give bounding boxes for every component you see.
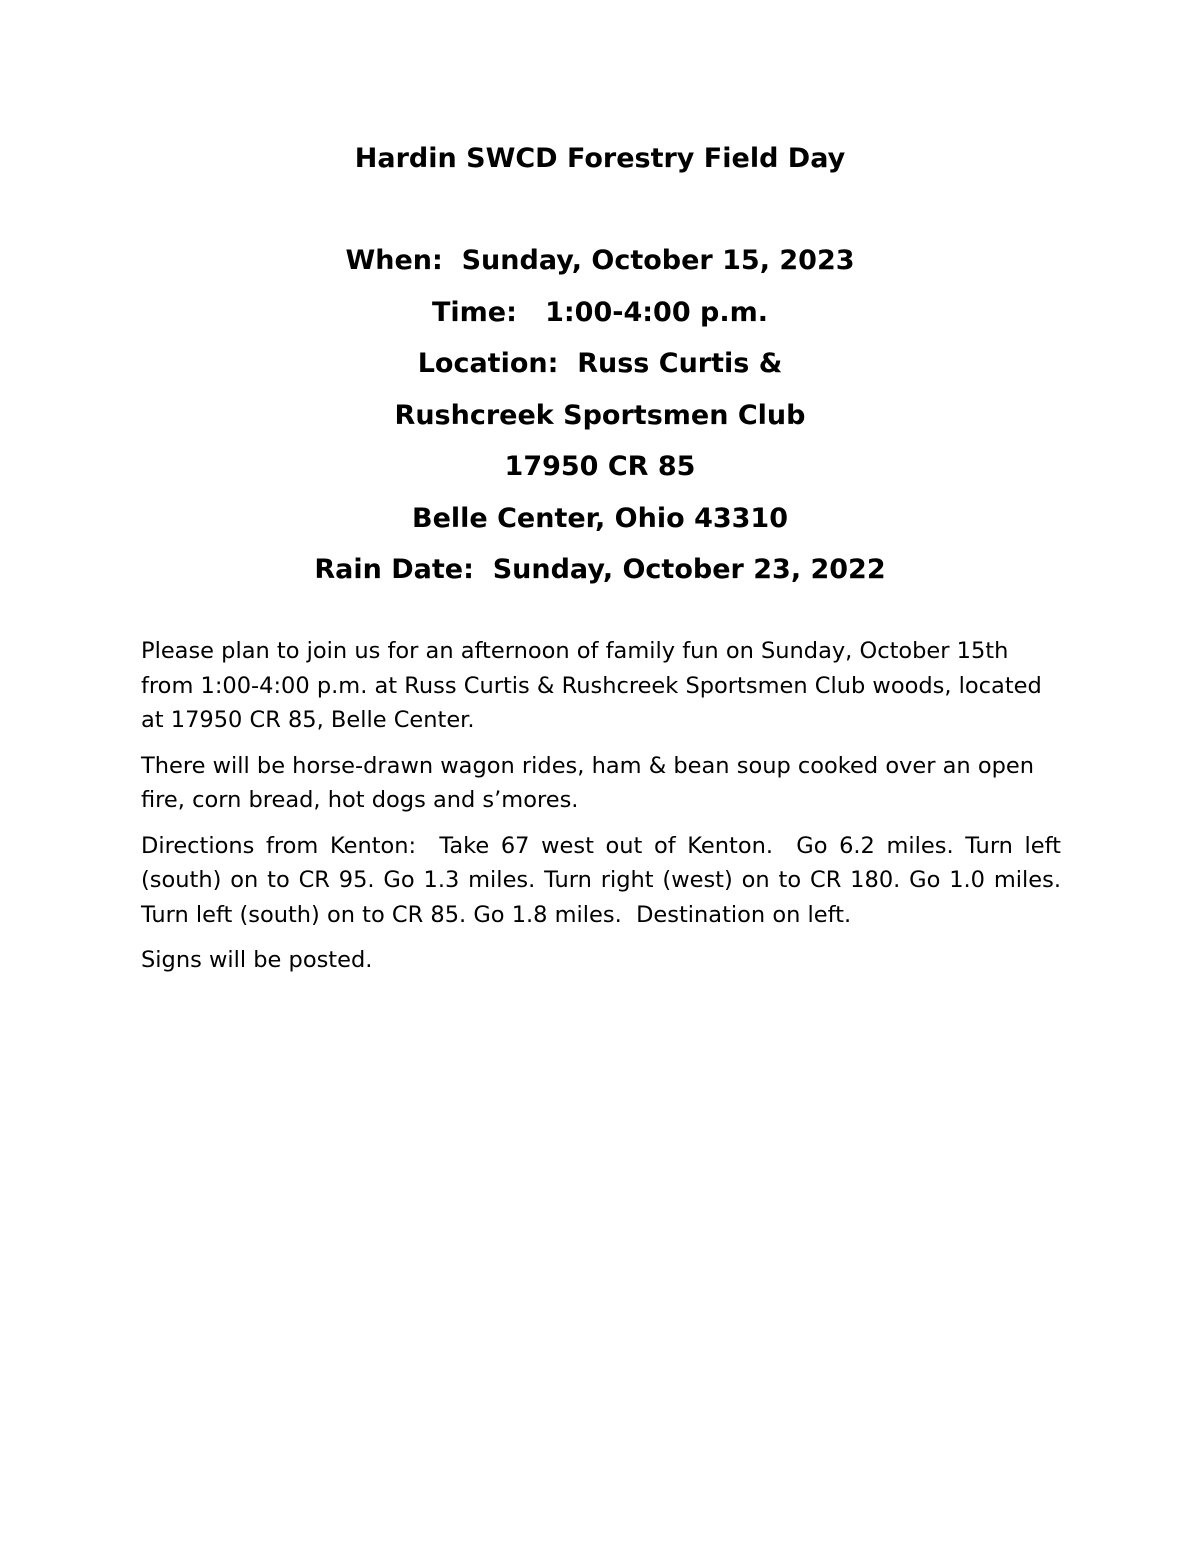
signs-paragraph: Signs will be posted. xyxy=(141,947,373,973)
body-text xyxy=(141,634,1069,989)
event-details xyxy=(0,242,1200,603)
directions-paragraph: Directions from Kenton: Take 67 west out of Kenton. Go 6.2 miles. Turn left (south) on to CR 95. Go 1.3 miles. Turn right (west) on to CR 180. Go 1.0 miles. Turn left (south) on to CR 85. Go 1.8 miles. Destination on left. xyxy=(141,832,1069,928)
event-rain-date: Rain Date: Sunday, October 23, 2022 xyxy=(314,554,886,585)
event-location: Location: Russ Curtis & xyxy=(417,348,783,379)
event-time: Time: 1:00-4:00 p.m. xyxy=(431,296,768,328)
event-venue: Rushcreek Sportsmen Club xyxy=(394,399,806,431)
event-address: 17950 CR 85 xyxy=(504,451,696,482)
event-when: When: Sunday, October 15, 2023 xyxy=(345,245,855,276)
invitation-paragraph: Please plan to join us for an afternoon of family fun on Sunday, October 15th from 1:00-4:00 p.m. at Russ Curtis & Rushcreek Sportsmen Club woods, located at 17950 CR 85, Belle Center. xyxy=(141,638,1049,733)
activities-paragraph: There will be horse-drawn wagon rides, ham & bean soup cooked over an open fire, corn bread, hot dogs and s’mores. xyxy=(141,752,1042,813)
event-city: Belle Center, Ohio 43310 xyxy=(412,502,788,534)
document-title: Hardin SWCD Forestry Field Day xyxy=(354,143,846,174)
